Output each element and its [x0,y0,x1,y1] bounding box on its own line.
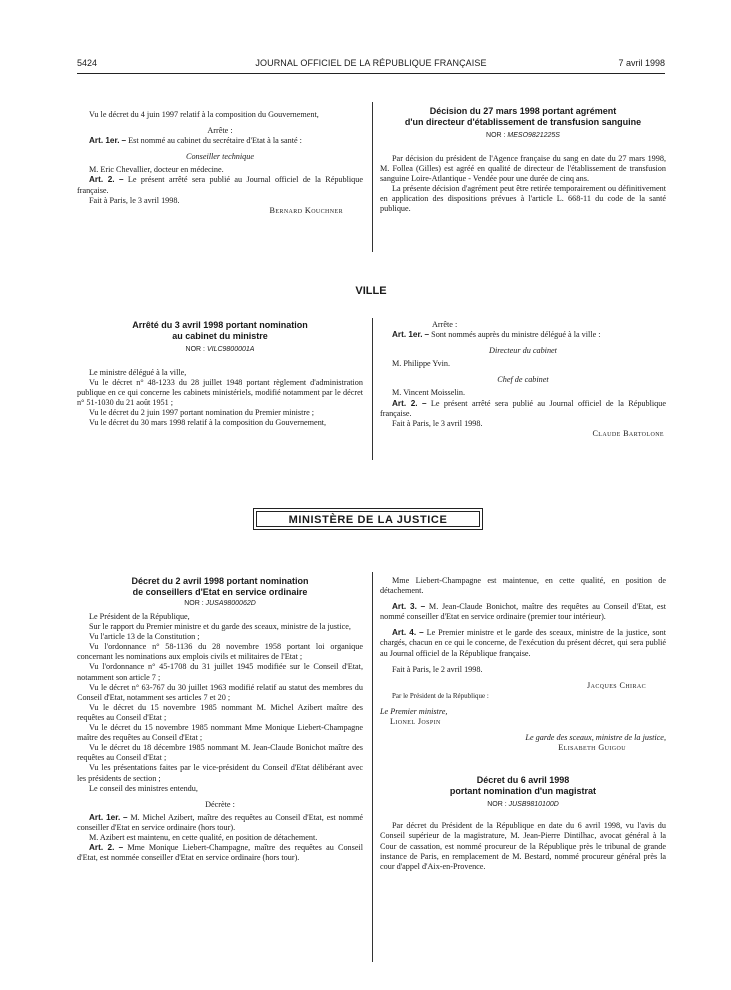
vu-clause: Vu le décret du 15 novembre 1985 nommant M. Michel Azibert maître des requêtes au Conseil d'Etat ; [77,702,363,722]
decision-title-line2: d'un directeur d'établissement de transfusion sanguine [404,117,642,127]
article-1: Art. 1er. – M. Michel Azibert, maître des requêtes au Conseil d'Etat, est nommé conseiller d'Etat en service ordinaire (hors tour). [77,812,364,832]
article-1-label: Art. 1er. [89,812,121,822]
arrete-title-line2: au cabinet du ministre [172,331,268,341]
vu-clause: Vu le décret du 30 mars 1998 relatif à la composition du Gouvernement, [89,418,327,428]
decision-paragraph-2: La présente décision d'agrément peut être retirée temporairement ou définitivement en application des dispositions prévues à l'article L. 668-11 du code de la santé publique. [380,184,666,214]
vu-clause: Vu le décret n° 63-767 du 30 juillet 1963 modifié relatif au statut des membres du Conseil d'Etat, notamment ses articles 7 et 20 ; [77,682,363,702]
article-2-label: Art. 2. [89,843,115,853]
article-3-text: M. Jean-Claude Bonichot, maître des requêtes au Conseil d'Etat, est nommé conseiller d'Etat en service ordinaire (premier tour intérieur). [380,602,667,622]
journal-title: JOURNAL OFFICIEL DE LA RÉPUBLIQUE FRANÇAISE [255,58,487,68]
decision-title-line1: Décision du 27 mars 1998 portant agrément [429,106,617,116]
premier-ministre-label: Le Premier ministre, [380,706,448,716]
ministry-heading: MINISTÈRE DE LA JUSTICE [256,511,480,527]
article-1-label: Art. 1er. [392,330,423,340]
decret-title-line1: Décret du 2 avril 1998 portant nomination [131,576,309,586]
garde-des-sceaux-label: Le garde des sceaux, ministre de la justice, [525,733,666,743]
issue-date: 7 avril 1998 [618,58,665,68]
nor-reference: NOR : JUSA9800062D [184,600,256,607]
nor-reference: NOR : VILC9800001A [185,346,255,353]
article-1-text: M. Michel Azibert, maître des requêtes au Conseil d'Etat, est nommé conseiller d'Etat en service ordinaire (hors tour). [77,812,364,832]
nor-reference: NOR : MESO9821225S [486,132,560,139]
vu-clause: Vu le décret du 15 novembre 1985 nommant Mme Monique Liebert-Champagne maître des requêtes au Conseil d'Etat ; [77,723,363,743]
article-2: Art. 2. – Le présent arrêté sera publié au Journal officiel de la République française. [77,175,363,195]
appointee: M. Eric Chevallier, docteur en médecine. [89,165,224,175]
nor-code: JUSB9810100D [508,801,559,809]
article-4-label: Art. 4. [392,628,417,638]
article-2-label: Art. 2. [89,175,115,185]
detachement-paragraph: Mme Liebert-Champagne est maintenue, en cette qualité, en position de détachement. [380,576,666,596]
vu-clause: Vu l'ordonnance n° 45-1708 du 31 juillet 1945 modifiée sur le Conseil d'Etat, notamment son article 7 ; [77,662,363,682]
article-1-label: Art. 1er. [89,136,120,146]
ministre-line: Le ministre délégué à la ville, [89,368,187,377]
decret-title-line2: de conseillers d'Etat en service ordinaire [132,587,308,597]
article-2: Art. 2. – Mme Monique Liebert-Champagne, maître des requêtes au Conseil d'Etat, est nommée conseiller d'Etat en service ordinaire (hors tour). [77,843,364,863]
header-rule [77,73,665,74]
vu-clause: Vu le décret du 2 juin 1997 portant nomination du Premier ministre ; [89,408,315,418]
justice-decret-1-continued [380,576,666,872]
appointee: M. Vincent Moisselin. [392,388,466,398]
sur-le-rapport: Sur le rapport du Premier ministre et du garde des sceaux, ministre de la justice, [89,622,351,632]
article-4: Art. 4. – Le Premier ministre et le garde des sceaux, ministre de la justice, sont chargés, chacun en ce qui le concerne, de l'exécution du présent décret, qui sera publié au Journal officiel de la République française. [380,628,667,658]
decrete-heading: Décrète : [205,799,235,809]
article-3-label: Art. 3. [392,602,417,612]
article-2: Art. 2. – Le présent arrêté sera publié au Journal officiel de la République française. [380,398,666,418]
decret-2-title-line2: portant nomination d'un magistrat [449,786,597,797]
section-heading-ville: VILLE [355,285,387,297]
article-2-text: Mme Monique Liebert-Champagne, maître des requêtes au Conseil d'Etat, est nommée conseiller d'Etat en service ordinaire (hors tour). [77,843,364,863]
president-line: Le Président de la République, [89,612,190,621]
article-1-text: Sont nommés auprès du ministre délégué à la ville : [431,330,601,340]
vu-clause: Vu l'article 13 de la Constitution ; [89,632,200,642]
running-head [77,58,665,72]
article-1-paragraph-2: M. Azibert est maintenu, en cette qualité, en position de détachement. [89,832,318,842]
column-divider [372,572,373,962]
sante-arrete-continuation [77,110,363,216]
decision-paragraph-1: Par décision du président de l'Agence française du sang en date du 27 mars 1998, M. Follea (Gilles) est agréé en qualité de directeur de l'établissement de transfusion sanguine Loire-Atlantique - Vendée pour une durée de cinq ans. [380,154,666,184]
fait-a-paris: Fait à Paris, le 2 avril 1998. [392,664,483,674]
signature: Bernard Kouchner [269,205,343,215]
arrete-heading: Arrête : [432,320,458,329]
vu-clause: Vu le décret du 18 décembre 1985 nommant M. Jean-Claude Bonichot maître des requêtes au Conseil d'Etat ; [77,743,363,763]
vu-clause: Vu le décret n° 48-1233 du 28 juillet 1948 portant règlement d'administration publique en ce qui concerne les cabinets ministériels, modifié notamment par le décret n° 51-1030 du 21 août 1951 ; [77,378,363,408]
justice-decret-1 [77,576,363,863]
article-1: Art. 1er. – Sont nommés auprès du ministre délégué à la ville : [392,330,601,340]
nor-code: VILC9800001A [206,346,255,353]
ville-arrete-start [77,320,363,429]
article-2-text: Le présent arrêté sera publié au Journal officiel de la République française. [380,398,666,418]
page-number: 5424 [77,58,98,68]
signature-president: Jacques Chirac [587,680,646,690]
role-title: Directeur du cabinet [489,346,557,356]
column-divider [372,318,373,460]
ville-arrete-end [380,320,666,439]
ministry-heading-box [253,508,483,530]
article-2-label: Art. 2. [392,398,418,408]
arrete-heading: Arrête : [207,126,233,136]
nor-reference: NOR : JUSB9810100D [487,801,559,809]
conseil-entendu: Le conseil des ministres entendu, [89,783,198,793]
signature: Claude Bartolone [592,428,664,438]
fait-a-paris: Fait à Paris, le 3 avril 1998. [89,195,180,205]
par-le-president: Par le Président de la République : [392,691,489,700]
role-title: Conseiller technique [186,152,254,162]
nor-code: MESO9821225S [507,132,560,139]
article-2-text: Le présent arrêté sera publié au Journal officiel de la République française. [77,175,363,195]
transfusion-decision [380,106,666,215]
article-1-text: Est nommé au cabinet du secrétaire d'Etat à la santé : [128,136,302,146]
vu-clause: Vu le décret du 4 juin 1997 relatif à la composition du Gouvernement, [89,110,319,119]
article-1: Art. 1er. – Est nommé au cabinet du secrétaire d'Etat à la santé : [89,136,302,146]
role-title: Chef de cabinet [497,375,549,385]
arrete-title-line1: Arrêté du 3 avril 1998 portant nomination [132,320,308,330]
signature-garde-des-sceaux: Elisabeth Guigou [558,743,626,753]
article-3: Art. 3. – M. Jean-Claude Bonichot, maître des requêtes au Conseil d'Etat, est nommé conseiller d'Etat en service ordinaire (premier tour intérieur). [380,602,667,622]
vu-clause: Vu l'ordonnance n° 58-1136 du 28 novembre 1958 portant loi organique concernant les nominations aux emplois civils et militaires de l'Etat ; [77,642,363,662]
appointee: M. Philippe Yvin. [392,359,451,369]
vu-clause: Vu les présentations faites par le vice-président du Conseil d'Etat délibérant avec les présidents de section ; [77,763,363,783]
column-divider [372,102,373,252]
nor-code: JUSA9800062D [205,600,256,607]
decret-2-title-line1: Décret du 6 avril 1998 [476,775,570,786]
decret-2-paragraph: Par décret du Président de la République en date du 6 avril 1998, vu l'avis du Conseil supérieur de la magistrature, M. Jean-Pierre Dintilhac, avocat général à la Cour de cassation, est nommé procureur de la République près le tribunal de grande instance de Paris, en remplacement de M. Bestard, nommé procureur général près la cour d'appel d'Aix-en-Provence. [380,821,666,871]
signature-premier-ministre: Lionel Jospin [390,717,441,727]
article-4-text: Le Premier ministre et le garde des sceaux, ministre de la justice, sont chargés, chacun en ce qui le concerne, de l'exécution du présent décret, qui sera publié au Journal officiel de la République française. [380,628,667,658]
fait-a-paris: Fait à Paris, le 3 avril 1998. [392,418,483,428]
